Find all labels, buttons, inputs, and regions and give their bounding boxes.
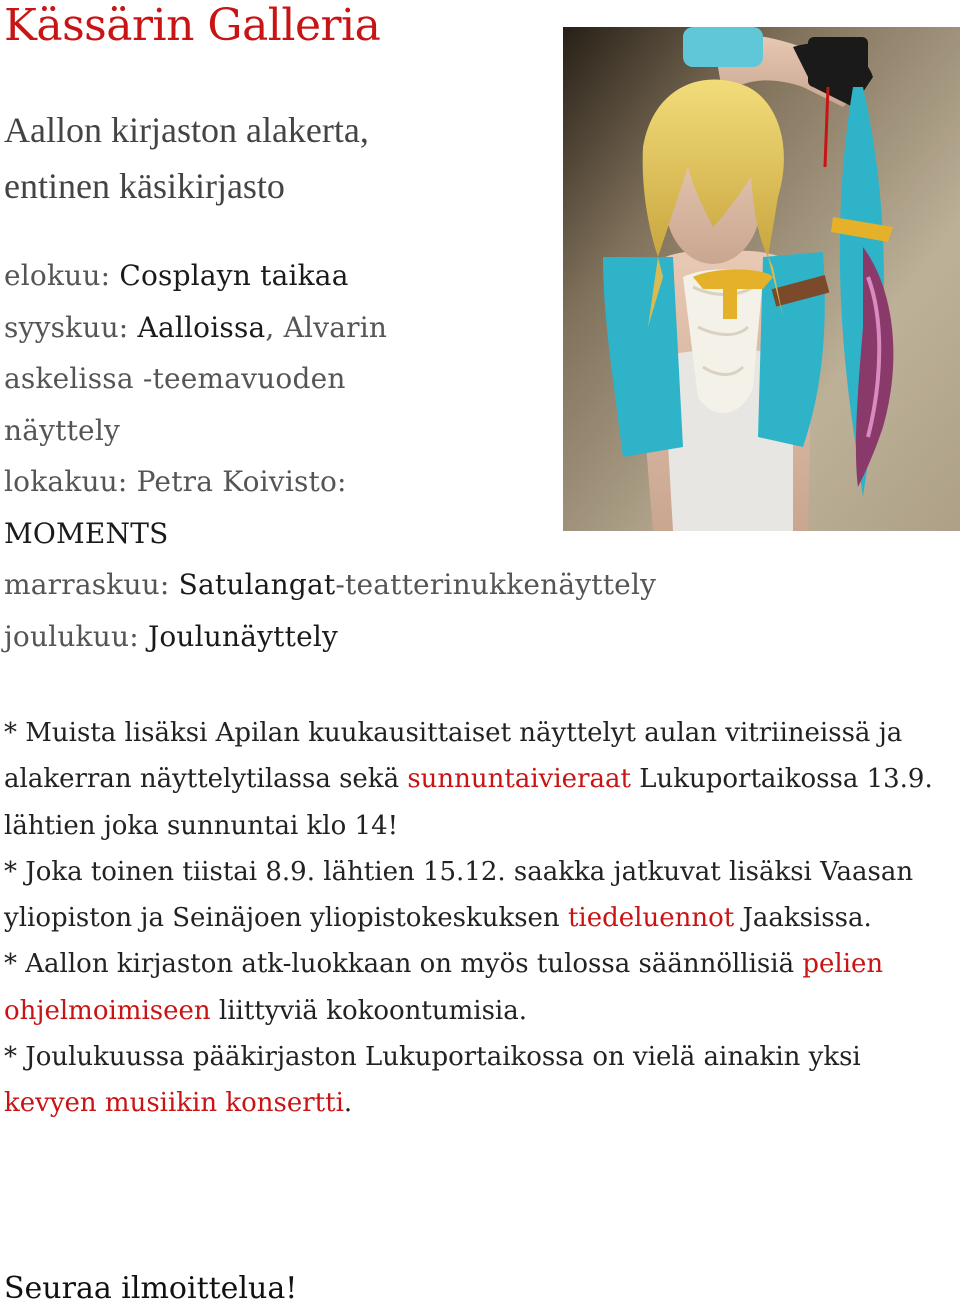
note-atk [4,941,960,1034]
schedule-row-text: askelissa -teemavuoden [4,362,346,395]
schedule-month: elokuu: [4,259,120,292]
note-text: Jaaksissa. [734,903,872,934]
location-line-1: Aallon kirjaston alakerta, [4,110,369,150]
tiedeluennot-link[interactable]: tiedeluennot [567,903,735,934]
note-text: . [343,1088,353,1119]
note-text: * Joulukuussa pääkirjaston Lukuportaikossa on vielä ainakin yksi [4,1042,861,1073]
sunnuntaivieraat-link[interactable]: sunnuntaivieraat [407,764,631,795]
schedule-row-december [4,611,944,663]
schedule-month: marraskuu: [4,568,179,601]
note-apila [4,710,960,849]
schedule-event: Joulunäyttely [147,619,339,653]
additional-notes [4,710,960,1127]
schedule-event-rest: -teatterinukkenäyttely [335,568,657,601]
schedule-row-text: näyttely [4,413,120,447]
note-konsertti [4,1034,960,1127]
schedule-event: Satulangat [178,568,336,601]
note-text: * Muista lisäksi Apilan kuukausittaiset näyttelyt aulan vitriineissä ja alakerran näyttelytilassa sekä [4,718,903,795]
schedule-event: Cosplayn taikaa [119,259,349,292]
schedule-event: Aalloissa [137,310,266,344]
schedule-row-november [4,559,944,611]
schedule-row-moments: MOMENTS [4,516,169,550]
note-text: liittyviä kokoontumisia. [210,995,527,1026]
location-line-2: entinen käsikirjasto [4,166,285,206]
pelien-ohjelmoimiseen-link[interactable]: pelien ohjelmoimiseen [4,949,884,1026]
follow-notice: Seuraa ilmoittelua! [4,1271,298,1306]
page-title: Kässärin Galleria [4,0,381,51]
note-text: Lukuportaikossa 13.9. lähtien joka sunnuntai klo 14! [4,764,933,841]
note-text: * Joka toinen tiistai 8.9. lähtien 15.12. saakka jatkuvat lisäksi Vaasan yliopiston ja Seinäjoen yliopistokeskuksen [4,856,914,934]
gallery-location [4,102,564,214]
note-text: * Aallon kirjaston atk-luokkaan on myös tulossa säännöllisiä [4,949,803,980]
schedule-month: joulukuu: [4,619,148,653]
cosplay-photo [563,27,960,531]
schedule-row-october: lokakuu: Petra Koivisto: [4,465,347,498]
konsertti-link[interactable]: kevyen musiikin konsertti [4,1088,344,1119]
schedule-month: syyskuu: [4,310,138,344]
schedule-event-rest: , Alvarin [265,310,388,344]
note-tiedeluennot [4,849,960,942]
